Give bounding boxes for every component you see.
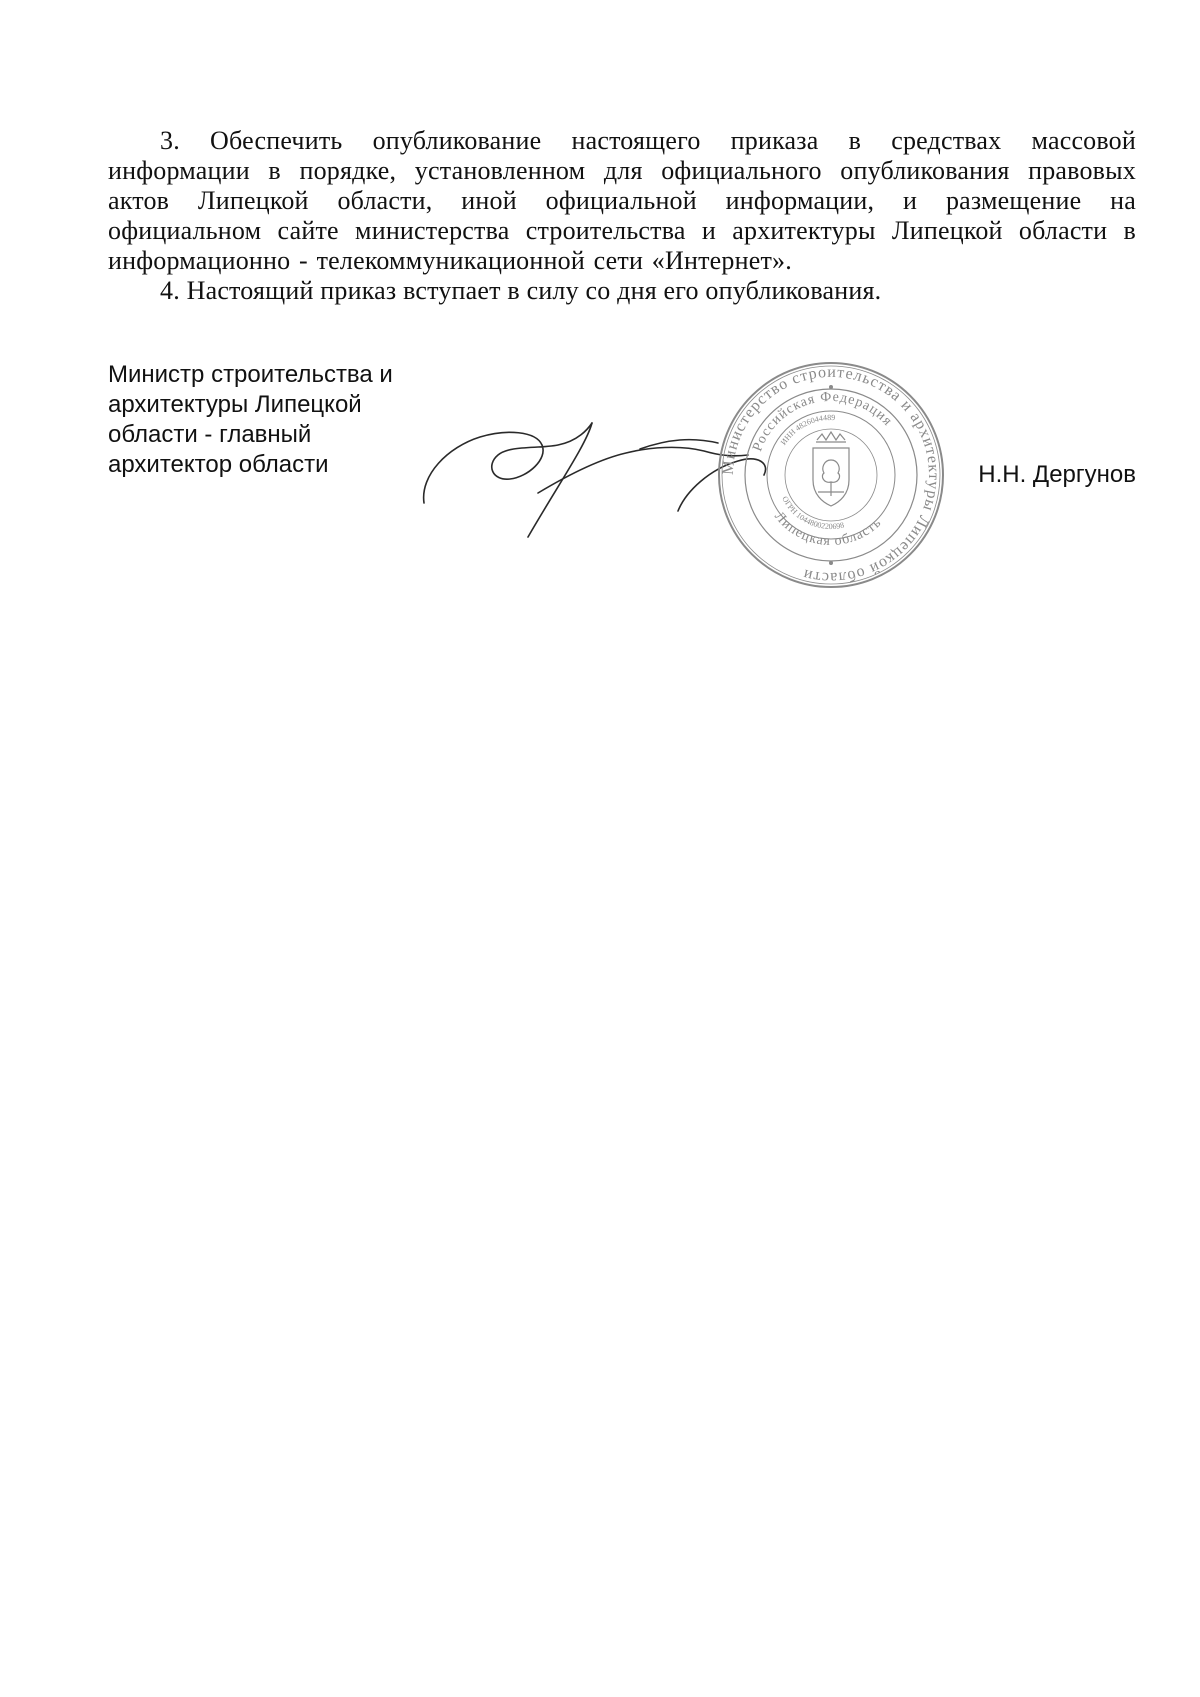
seal-inn-text: ИНН 4826044489 — [778, 412, 836, 447]
signer-name: Н.Н. Дергунов — [978, 461, 1136, 488]
document-body — [108, 126, 1136, 306]
paragraph-3: 3. Обеспечить опубликование настоящего приказа в средствах массовой информации в порядке, установленном для официального опубликования правовых актов Липецкой области, иной официальной информации, и размещение на официальном сайте министерства строительства и архитектуры Липецкой области в информационно - телекоммуникационной сети «Интернет». — [108, 126, 1136, 275]
signatory-position-line: области - главный — [108, 421, 312, 448]
paragraph-4: 4. Настоящий приказ вступает в силу со дня его опубликования. — [160, 276, 882, 305]
seal-outer-text: Министерство строительства и архитектуры Липецкой области — [719, 363, 943, 587]
official-seal — [716, 360, 946, 590]
coat-of-arms-icon — [813, 432, 849, 506]
signatory-position — [108, 360, 438, 480]
signatory-position-line: Министр строительства и — [108, 361, 393, 388]
seal-ogrn-text: ОГРН 1044800220698 — [780, 494, 845, 532]
seal-inner-top-text: Российская Федерация — [750, 389, 896, 454]
seal-inner-bottom-text: Липецкая область — [771, 509, 885, 550]
signatory-position-line: архитектуры Липецкой — [108, 391, 362, 418]
signature-block — [108, 360, 1136, 590]
signatory-position-line: архитектор области — [108, 451, 329, 478]
